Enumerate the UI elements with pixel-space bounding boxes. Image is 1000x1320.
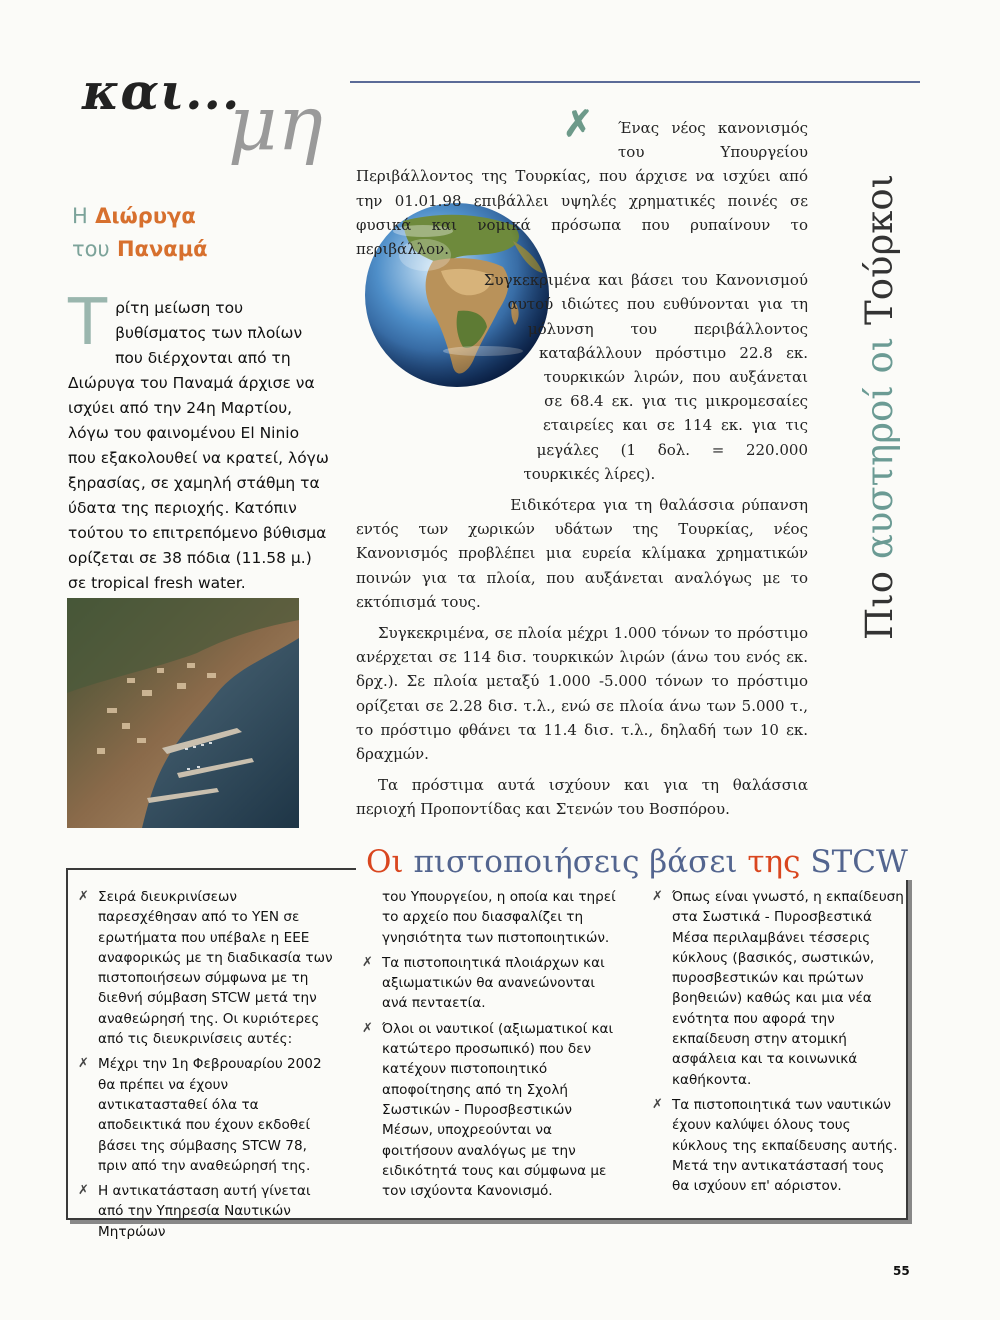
list-item-text: Όλοι οι ναυτικοί (αξιωματικοί και κατώτερο προσωπικό) που δεν κατέχουν πιστοποιητικό αποφοίτησης από τη Σχολή Σωστικών - Πυροσβεστικών Μέσων, υποχρεούνται να φοιτήσουν αναλόγως με την ειδικότητά τους και σύμφωνα με τον ισχύοντα Κανονισμό. [382, 1020, 614, 1200]
box-column-3 [652, 887, 904, 1201]
side-title-part3: Τούρκοι [858, 173, 901, 325]
list-item-text: Η αντικατάσταση αυτή γίνεται από την Υπηρεσία Ναυτικών Μητρώων [98, 1183, 311, 1240]
bullet-icon-wrap [356, 103, 618, 162]
header-rule [350, 81, 920, 83]
panama-title-word2: Παναμά [116, 237, 208, 261]
turkey-paragraph-4: Συγκεκριμένα, σε πλοία μέχρι 1.000 τόνων το πρόστιμο ανέρχεται σε 114 δισ. τουρκικών λιρών (άνω του ενός εκ. δρχ.). Σε πλοία μεταξύ 1.000 -5.000 τόνων το πρόστιμο ορίζεται σε 2.28 δισ. τ.λ., ενώ σε πλοία άνω των 5.000 τ., το πρόστιμο φθάνει τα 11.4 δισ. τ.λ., δηλαδή των 10 εκ. δραχμών. [356, 624, 808, 764]
stcw-box-title [356, 844, 918, 880]
turkey-paragraph-5: Τα πρόστιμα αυτά ισχύουν και για τη θαλάσσια περιοχή Προποντίδας και Στενών του Βοσπόρου. [356, 776, 808, 819]
list-item-text: Τα πιστοποιητικά των ναυτικών έχουν καλύψει όλους τους κύκλους της εκπαίδευσης αυτής. Μετά την αντικατάστασή τους θα ισχύουν επ' αόριστον. [672, 1096, 898, 1195]
list-item-text: Μέχρι την 1η Φεβρουαρίου 2002 θα πρέπει να έχουν αντικατασταθεί όλα τα αποδεικτικά που έχουν εκδοθεί βάσει της σύμβασης STCW 78, πριν από την αναθεώρησή της. [98, 1056, 322, 1174]
turkey-article [356, 103, 808, 829]
x-mark-icon: ✗ [563, 103, 594, 145]
side-title [858, 174, 901, 640]
box-column-1 [78, 887, 338, 1247]
list-item-text: Τα πιστοποιητικά πλοιάρχων και αξιωματικών θα ανανεώνονται ανά πενταετία. [382, 954, 605, 1012]
panama-title-prefix: Η [72, 204, 88, 228]
panama-title-word1: Διώρυγα [95, 204, 196, 228]
panama-body: ρίτη μείωση του βυθίσματος των πλοίων που διέρχονται από τη Διώρυγα του Παναμά άρχισε να ισχύει από την 24η Μαρτίου, λόγω του φαινομένου El Ninio που εξακολουθεί να κρατεί, λόγω ξηρασίας, σε χαμηλή στάθμη τα ύδατα της περιοχής. Κατόπιν τούτου το επιτρεπόμενο βύθισμα ορίζεται σε 38 πόδια (11.58 μ.) σε tropical fresh water. [68, 299, 329, 592]
panama-title [72, 200, 272, 266]
list-item-text: Όπως είναι γνωστό, η εκπαίδευση στα Σωστικά - Πυροσβεστικά Μέσα περιλαμβάνει τέσσερις κύκλους (βασικός, σωστικών, πυροσβεστικών και πρώτων βοηθειών) καθώς και μια νέα ενότητα που αφορά την εκπαίδευση στην ατομική ασφάλεια και τα κοινωνικά καθήκοντα. [672, 889, 904, 1088]
list-item [78, 887, 338, 1049]
x-bullet-icon: ✗ [78, 1183, 89, 1199]
panama-title-line2-prefix: του [72, 237, 110, 261]
side-title-part2: αυστηροί οι [858, 336, 901, 560]
box-column-2 [362, 887, 624, 1206]
x-bullet-icon: ✗ [652, 1096, 663, 1112]
header-kai: και... [82, 62, 241, 121]
list-item [78, 1181, 338, 1242]
side-title-part1: Πιο [858, 570, 901, 640]
x-bullet-icon: ✗ [362, 1020, 373, 1036]
list-item [652, 1095, 904, 1196]
list-item-text: Σειρά διευκρινίσεων παρεσχέθησαν από το ΥΕΝ σε ερωτήματα που υπέβαλε η ΕΕΕ αναφορικώς με τη διαδικασία των πιστοποιήσεων σύμφωνα με τη διεθνή σύμβαση STCW μετά την αναθεώρησή της. Οι κυριότερες από τις διευκρινίσεις αυτές: [98, 889, 333, 1048]
list-continuation: του Υπουργείου, η οποία και τηρεί το αρχείο που διασφαλίζει τη γνησιότητα των πιστοποιητικών. [382, 889, 616, 946]
header-mi: μη [228, 78, 323, 167]
x-bullet-icon: ✗ [78, 1056, 89, 1072]
turkey-paragraph-3: Ειδικότερα για τη θαλάσσια ρύπανση εντός των χωρικών υδάτων της Τουρκίας, νέος Κανονισμός προβλέπει μια ευρεία κλίμακα χρηματικών ποινών για τα πλοία, που αυξάνεται αναλόγως με το εκτόπισμά τους. [356, 496, 808, 611]
box-title-part2: πιστοποιήσεις βάσει [413, 844, 738, 880]
panama-article [68, 286, 330, 596]
x-bullet-icon: ✗ [78, 889, 89, 904]
list-item [78, 1054, 338, 1176]
aerial-harbor-photo [67, 598, 299, 828]
list-item [362, 1019, 624, 1202]
turkey-paragraph-1: Ένας νέος κανονισμός του Υπουργείου Περιβάλλοντος της Τουρκίας, που άρχισε να ισχύει από την 01.01.98 επιβάλλει υψηλές χρηματικές ποινές σε φυσικά και νομικά πρόσωπα που ρυπαίνουν το περιβάλλον. [356, 119, 808, 259]
box-title-part1: Οι [366, 844, 404, 880]
list-item [362, 953, 624, 1014]
box-title-part4: STCW [810, 844, 908, 880]
box-title-part3: της [747, 844, 801, 880]
x-bullet-icon: ✗ [362, 954, 373, 970]
page-number: 55 [893, 1264, 910, 1278]
turkey-paragraph-2: Συγκεκριμένα και βάσει του Κανονισμού αυτού ιδιώτες που ευθύνονται για τη μόλυνση του περιβάλλοντος καταβάλλουν πρόστιμο 22.8 εκ. τουρκικών λιρών, που αυξάνεται σε 68.4 εκ. για τις μικρομεσαίες εταιρείες και σε 114 εκ. για τις μεγάλες (1 δολ. = 220.000 τουρκικές λίρες). [483, 271, 808, 483]
list-item [652, 887, 904, 1090]
x-bullet-icon: ✗ [652, 889, 663, 904]
drop-cap: Τ [68, 286, 108, 360]
